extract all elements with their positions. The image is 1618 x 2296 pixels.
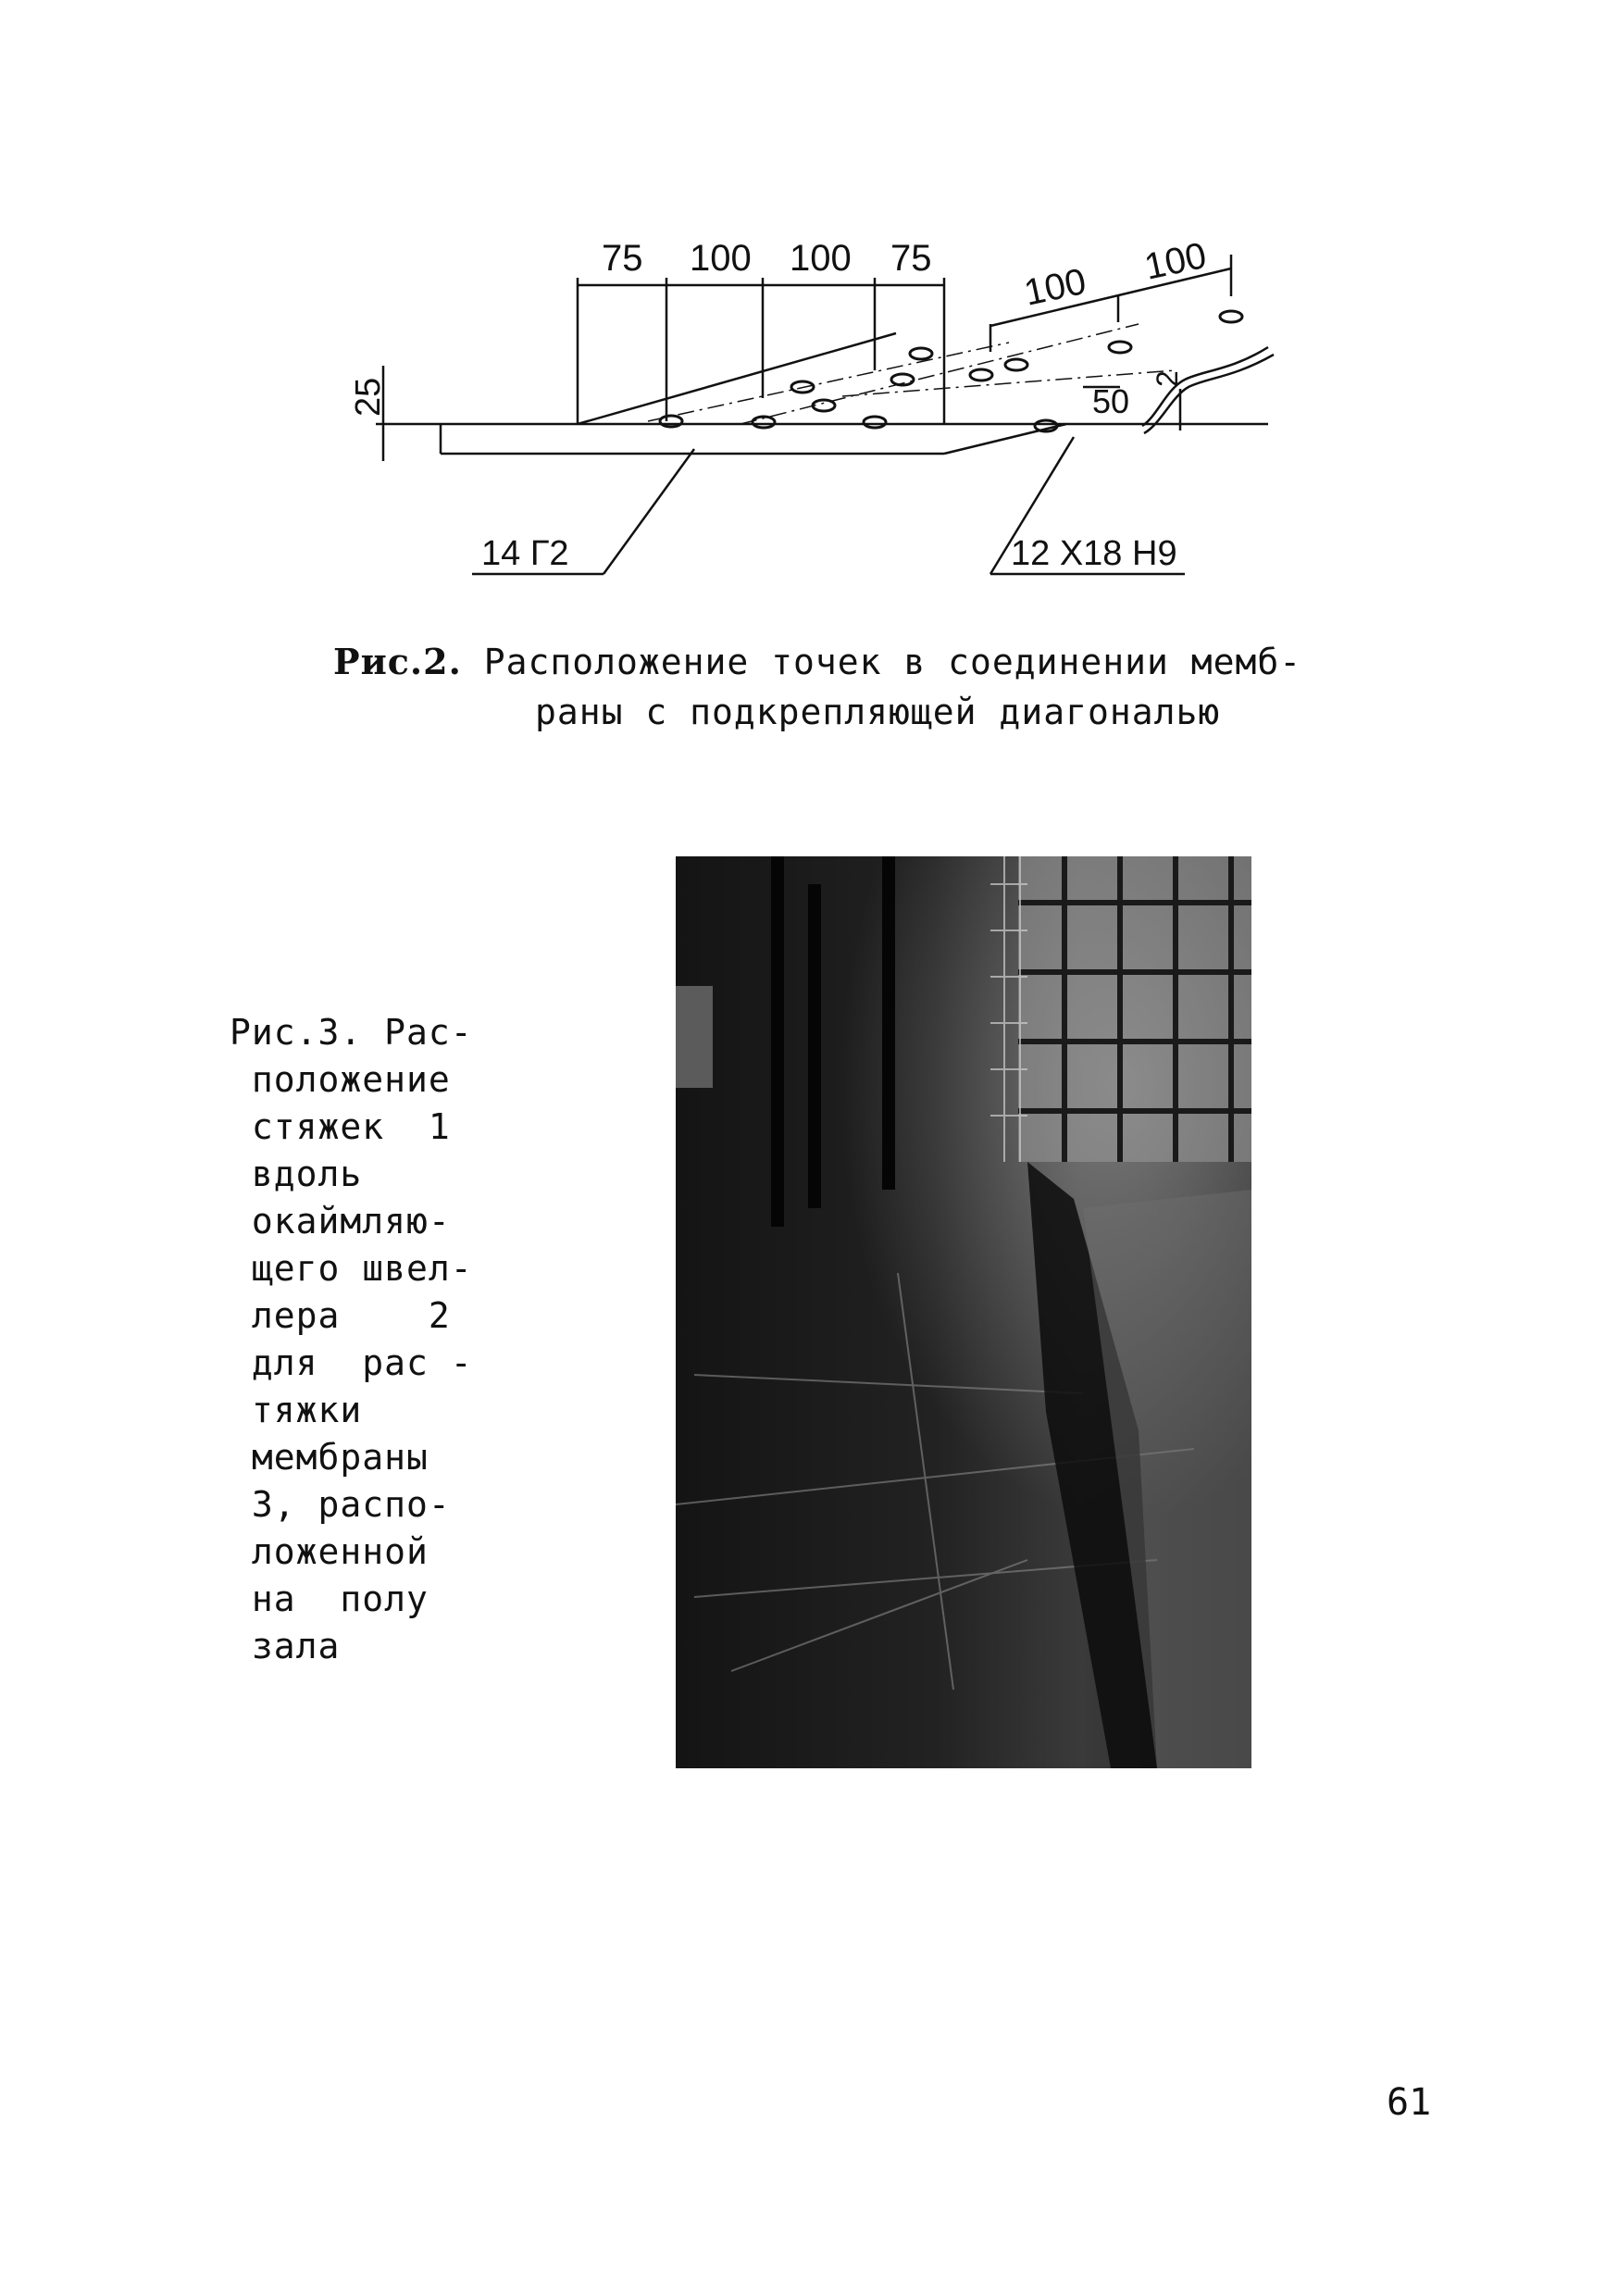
figure-3-caption-line: 3, распо- xyxy=(230,1484,451,1525)
dim-top-2: 100 xyxy=(690,238,752,279)
figure-3-photo xyxy=(676,856,1251,1768)
dim-top-1: 75 xyxy=(602,238,643,279)
figure-2-caption-line-1: Расположение точек в соединении мемб- xyxy=(483,642,1302,682)
figure-3-caption-line: для рас - xyxy=(230,1342,473,1383)
figure-3-caption-line: Рис.3. Рас- xyxy=(230,1012,473,1053)
dim-small-b: 2 xyxy=(1151,370,1184,387)
figure-2-caption-line-2: раны с подкрепляющей диагональю xyxy=(535,692,1221,732)
figure-3-caption-line: стяжек 1 xyxy=(230,1106,451,1147)
figure-3-caption-line: на полу xyxy=(230,1578,429,1619)
dim-top-3: 100 xyxy=(790,238,852,279)
dim-right-2: 100 xyxy=(1140,234,1211,288)
figure-3-caption-line: окаймляю- xyxy=(230,1201,451,1242)
label-steel-right: 12 Х18 Н9 xyxy=(1011,534,1177,573)
figure-2-drawing xyxy=(342,231,1324,602)
figure-3-caption-line: ложенной xyxy=(230,1531,429,1572)
figure-3-caption-line: тяжки xyxy=(230,1390,363,1430)
figure-3-caption-line: мембраны xyxy=(230,1437,429,1478)
photo-scene xyxy=(676,856,1251,1768)
dim-top-4: 75 xyxy=(890,238,932,279)
figure-2-number: Рис.2. xyxy=(333,641,462,682)
dim-height: 25 xyxy=(349,377,388,417)
dim-small-a: 50 xyxy=(1092,382,1130,420)
figure-2-caption xyxy=(333,637,1370,737)
page-number: 61 xyxy=(1387,2081,1432,2124)
figure-3-caption-line: щего швел- xyxy=(230,1248,473,1289)
label-steel-left: 14 Г2 xyxy=(481,534,569,573)
dim-right-1: 100 xyxy=(1020,260,1090,314)
figure-3-caption xyxy=(230,1009,544,1670)
figure-3-caption-line: положение xyxy=(230,1059,451,1100)
figure-3-caption-line: зала xyxy=(230,1626,341,1666)
figure-3-caption-line: лера 2 xyxy=(230,1295,451,1336)
figure-3-caption-line: вдоль xyxy=(230,1154,363,1194)
